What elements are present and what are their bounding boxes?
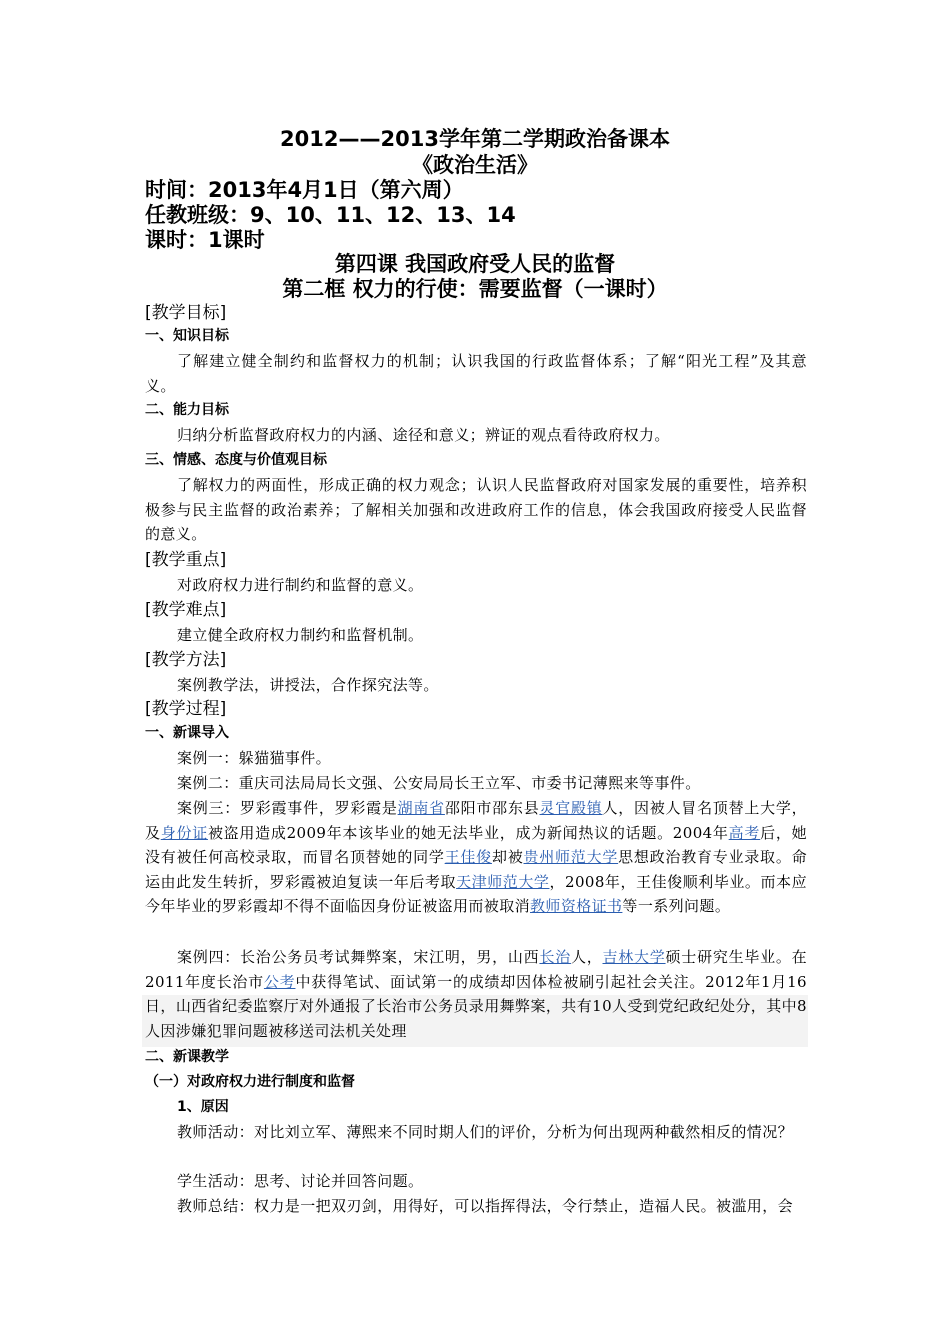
link-teacher-cert[interactable]: 教师资格证书 bbox=[530, 897, 623, 916]
classes-line: 任教班级：9、10、11、12、13、14 bbox=[145, 203, 516, 227]
teaching-heading: 二、新课教学 bbox=[145, 1049, 229, 1065]
link-wang-jiajun[interactable]: 王佳俊 bbox=[444, 848, 492, 867]
section-one-heading: （一）对政府权力进行制度和监督 bbox=[145, 1074, 355, 1090]
document-subtitle: 《政治生活》 bbox=[412, 153, 538, 177]
case-two: 案例二：重庆司法局局长文强、公安局局长王立军、市委书记薄熙来等事件。 bbox=[177, 774, 701, 792]
teacher-summary: 教师总结：权力是一把双刃剑，用得好，可以指挥得法，令行禁止，造福人民。被滥用，会 bbox=[177, 1197, 794, 1215]
difficult-text: 建立健全政府权力制约和监督机制。 bbox=[177, 626, 424, 644]
difficult-label: [教学难点] bbox=[145, 600, 227, 620]
knowledge-heading: 一、知识目标 bbox=[145, 328, 229, 344]
knowledge-paragraph: 了解建立健全制约和监督权力的机制；认识我国的行政监督体系；了解“阳光工程”及其意义。 bbox=[145, 352, 807, 395]
link-guizhou-normal[interactable]: 贵州师范大学 bbox=[523, 848, 619, 867]
reason-heading: 1、原因 bbox=[177, 1099, 229, 1115]
key-text: 对政府权力进行制约和监督的意义。 bbox=[177, 576, 424, 594]
link-gaokao[interactable]: 高考 bbox=[728, 823, 761, 842]
emotion-heading: 三、情感、态度与价值观目标 bbox=[145, 452, 327, 468]
case-four: 案例四：长治公务员考试舞弊案，宋江明，男，山西长治人，吉林大学硕士研究生毕业。在2011年度长治市公考中获得笔试、面试第一的成绩却因体检被刷引起社会关注。2012年1月16日，山西省纪委监察厅对外通报了长治市公务员录用舞弊案，共有10人受到党纪政纪处分，其中8人因涉嫌犯罪问题被移送司法机关处理 bbox=[145, 948, 808, 1040]
method-text: 案例教学法，讲授法，合作探究法等。 bbox=[177, 676, 439, 694]
teacher-activity: 教师活动：对比刘立军、薄熙来不同时期人们的评价，分析为何出现两种截然相反的情况？ bbox=[177, 1123, 794, 1141]
time-line: 时间：2013年4月1日（第六周） bbox=[145, 178, 464, 202]
link-tianjin-normal[interactable]: 天津师范大学 bbox=[456, 872, 550, 891]
link-jilin-univ[interactable]: 吉林大学 bbox=[602, 948, 666, 966]
link-lingguandian[interactable]: 灵官殿镇 bbox=[539, 799, 603, 817]
link-changzhi[interactable]: 长治 bbox=[539, 948, 571, 966]
method-label: [教学方法] bbox=[145, 650, 227, 670]
case-one: 案例一：躲猫猫事件。 bbox=[177, 749, 332, 767]
document-title: 2012——2013学年第二学期政治备课本 bbox=[280, 127, 670, 151]
link-id-card[interactable]: 身份证 bbox=[160, 823, 208, 842]
hours-line: 课时：1课时 bbox=[145, 228, 265, 252]
key-label: [教学重点] bbox=[145, 550, 227, 570]
student-activity: 学生活动：思考、讨论并回答问题。 bbox=[177, 1172, 424, 1190]
process-label: [教学过程] bbox=[145, 699, 227, 719]
ability-paragraph: 归纳分析监督政府权力的内涵、途径和意义；辨证的观点看待政府权力。 bbox=[177, 426, 670, 444]
intro-heading: 一、新课导入 bbox=[145, 725, 229, 741]
case-three: 案例三：罗彩霞事件，罗彩霞是湖南省邵阳市邵东县灵官殿镇人，因被人冒名顶替上大学，及身份证被盗用造成2009年本该毕业的她无法毕业，成为新闻热议的话题。2004年高考后，她没有被任何高校录取，而冒名顶替她的同学王佳俊却被贵州师范大学思想政治教育专业录取。命运由此发生转折，罗彩霞被迫复读一年后考取天津师范大学，2008年，王佳俊顺利毕业。而本应今年毕业的罗彩霞却不得不面临因身份证被盗用而被取消教师资格证书等一系列问题。 bbox=[145, 799, 808, 916]
frame-title: 第二框 权力的行使：需要监督（一课时） bbox=[282, 277, 668, 301]
link-hunan[interactable]: 湖南省 bbox=[397, 799, 445, 817]
objectives-label: [教学目标] bbox=[145, 303, 227, 323]
lesson-title: 第四课 我国政府受人民的监督 bbox=[334, 252, 616, 276]
link-gongkao[interactable]: 公考 bbox=[263, 972, 296, 991]
ability-heading: 二、能力目标 bbox=[145, 402, 229, 418]
emotion-paragraph: 了解权力的两面性，形成正确的权力观念；认识人民监督政府对国家发展的重要性，培养积极参与民主监督的政治素养；了解相关加强和改进政府工作的信息，体会我国政府接受人民监督的意义。 bbox=[145, 476, 807, 544]
